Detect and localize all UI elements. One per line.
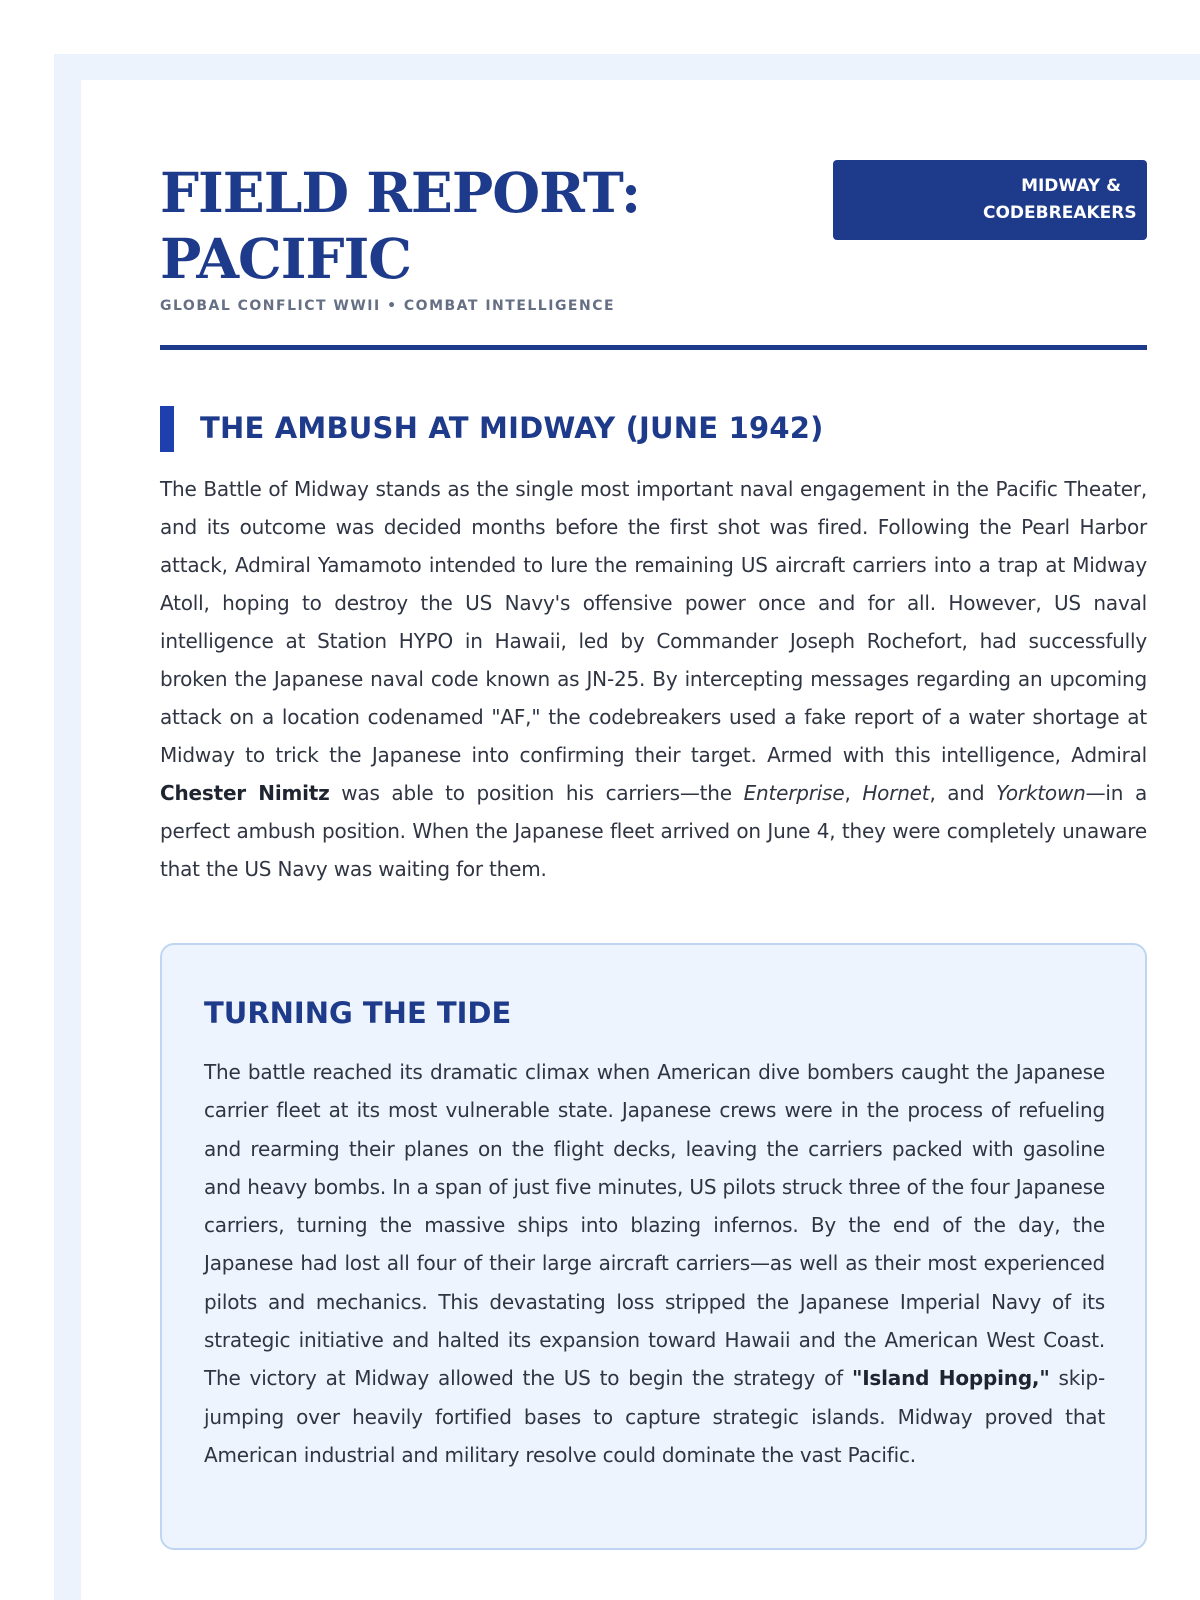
title-line-1: FIELD REPORT: [160,160,641,225]
callout-title: TURNING THE TIDE [204,996,512,1030]
ship-name: Hornet [862,781,930,805]
separator: , [844,781,863,805]
badge-line-2: CODEBREAKERS [983,203,1137,223]
paragraph-text: —in a perfect ambush position. When the Japanese fleet arrived on June 4, they were completely unaware that the US Navy was waiting for them. [160,781,1147,881]
paragraph-text: The battle reached its dramatic climax when American dive bombers caught the Japanese carrier fleet at its most vulnerable state. Japanese crews were in the process of refueling and rearming their planes on the flight decks, leaving the carriers packed with gasoline and heavy bombs. In a span of just five minutes, US pilots struck three of the four Japanese carriers, turning the massive ships into blazing infernos. By the end of the day, the Japanese had lost all four of their large aircraft carriers—as well as their most experienced pilots and mechanics. This devastating loss stripped the Japanese Imperial Navy of its strategic initiative and halted its expansion toward Hawaii and the American West Coast. The victory at Midway allowed the US to begin the strategy of [204,1060,1105,1391]
section-accent-bar [160,406,174,452]
paragraph-text: The Battle of Midway stands as the single most important naval engagement in the Pacific Theater, and its outcome was decided months before the first shot was fired. Following the Pearl Harbor attack, Admiral Yamamoto intended to lure the remaining US aircraft carriers into a trap at Midway Atoll, hoping to destroy the US Navy's offensive power once and for all. However, US naval intelligence at Station HYPO in Hawaii, led by Commander Joseph Rochefort, had successfully broken the Japanese naval code known as JN-25. By intercepting messages regarding an upcoming attack on a location codenamed "AF," the codebreakers used a fake report of a water shortage at Midway to trick the Japanese into confirming their target. Armed with this intelligence, Admiral [160,477,1147,767]
bold-name: Chester Nimitz [160,781,330,805]
section-title: THE AMBUSH AT MIDWAY (JUNE 1942) [200,411,824,445]
badge-line-1: MIDWAY & [1021,176,1121,196]
title-line-2: PACIFIC [160,226,412,291]
section-heading [160,404,1147,452]
paragraph-text: was able to position his carriers—the [329,781,744,805]
ship-name: Enterprise [743,781,845,805]
separator: , and [929,781,997,805]
paragraph-text: skip-jumping over heavily fortified bases to capture strategic islands. Midway proved that American industrial and military resolve could dominate the vast Pacific. [204,1366,1105,1467]
topic-badge [833,160,1147,240]
ship-name: Yorktown [996,781,1086,805]
callout-box [160,943,1147,1550]
section-paragraph [160,470,1147,888]
page-subtitle: GLOBAL CONFLICT WWII • COMBAT INTELLIGENCE [160,298,616,314]
bold-term: "Island Hopping," [851,1366,1050,1391]
header-divider [160,345,1147,350]
page-title [160,160,720,292]
callout-paragraph [204,1053,1105,1474]
